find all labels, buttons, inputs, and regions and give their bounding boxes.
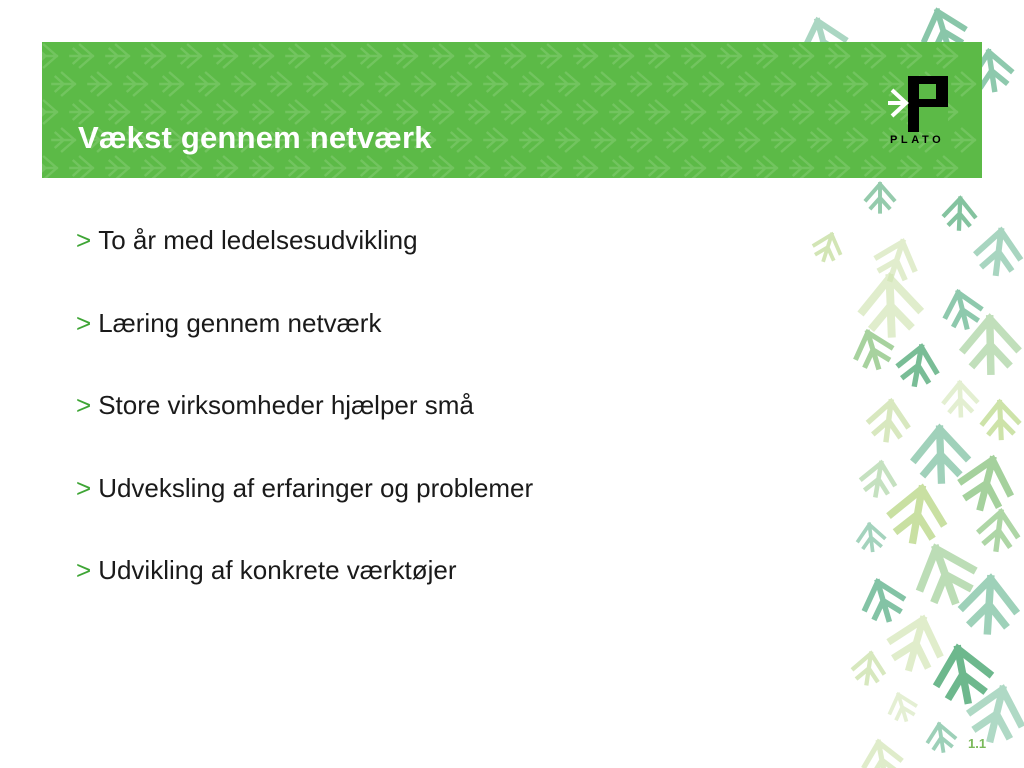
arrow-shape <box>214 45 236 67</box>
arrow-shape <box>664 73 686 95</box>
arrow-shape <box>196 73 218 95</box>
bullet-marker: > <box>76 472 92 503</box>
bullet-text: Udveksling af erfaringer og problemer <box>98 472 534 503</box>
plato-wordmark: PLATO <box>890 134 945 146</box>
arrow-shape <box>628 73 650 95</box>
arrow-shape <box>628 129 650 151</box>
page-number: 1.1 <box>968 736 987 751</box>
arrow-shape <box>860 460 898 498</box>
arrow-shape <box>610 101 632 123</box>
arrow-shape <box>964 318 1017 371</box>
arrow-shape <box>592 73 614 95</box>
arrow-shape <box>42 157 57 178</box>
arrow-shape <box>646 45 668 67</box>
arrow-shape <box>466 157 488 178</box>
arrow-shape <box>466 45 488 67</box>
plato-arrow-p-icon <box>888 76 948 132</box>
arrow-shape <box>520 73 542 95</box>
bullet-marker: > <box>76 307 92 338</box>
arrow-shape <box>268 73 290 95</box>
title-banner <box>42 42 982 178</box>
arrow-shape <box>394 157 416 178</box>
arrow-shape <box>867 400 909 442</box>
arrow-shape <box>106 157 128 178</box>
bullet-text: To år med ledelsesudvikling <box>98 225 418 255</box>
arrow-shape <box>852 651 886 685</box>
arrow-shape <box>466 101 488 123</box>
arrow-shape <box>610 45 632 67</box>
bullet-item <box>76 555 533 638</box>
arrow-shape <box>790 157 812 178</box>
arrow-shape <box>941 288 984 331</box>
arrow-shape <box>664 129 686 151</box>
arrow-shape <box>934 45 956 67</box>
arrow-shape <box>88 73 110 95</box>
arrow-shape <box>790 101 812 123</box>
bullet-text: Læring gennem netværk <box>98 307 382 338</box>
arrow-shape <box>978 510 1020 552</box>
bullet-item <box>76 473 533 556</box>
arrow-shape <box>862 101 884 123</box>
arrow-shape <box>106 45 128 67</box>
arrow-shape <box>862 157 884 178</box>
arrow-shape <box>808 73 830 95</box>
arrow-shape <box>718 101 740 123</box>
arrow-shape <box>682 101 704 123</box>
arrow-shape <box>646 157 668 178</box>
arrow-shape <box>448 73 470 95</box>
arrow-shape <box>926 722 957 753</box>
arrow-shape <box>646 101 668 123</box>
bullet-marker: > <box>76 390 92 420</box>
bullet-marker: > <box>76 225 92 255</box>
arrow-shape <box>754 101 776 123</box>
arrow-shape <box>520 129 542 151</box>
arrow-shape <box>160 73 182 95</box>
arrow-shape <box>322 45 344 67</box>
arrow-shape <box>811 231 845 265</box>
arrow-shape <box>178 157 200 178</box>
arrow-shape <box>896 344 940 388</box>
arrow-shape <box>772 73 794 95</box>
arrow-shape <box>718 45 740 67</box>
arrow-shape <box>340 73 362 95</box>
arrow-shape <box>700 73 722 95</box>
arrow-shape <box>944 198 975 229</box>
arrow-shape <box>412 73 434 95</box>
arrow-shape <box>448 129 470 151</box>
bullet-item <box>76 308 533 391</box>
bullet-text: Store virksomheder hjælper små <box>98 390 474 420</box>
arrow-shape <box>250 45 272 67</box>
arrow-shape <box>790 45 812 67</box>
arrow-shape <box>898 45 920 67</box>
arrow-shape <box>178 45 200 67</box>
bullet-text: Udvikling af konkrete værktøjer <box>98 555 457 585</box>
arrow-shape <box>866 184 894 212</box>
arrow-shape <box>718 157 740 178</box>
arrow-shape <box>844 129 866 151</box>
arrow-shape <box>52 129 74 151</box>
arrow-shape <box>214 157 236 178</box>
arrow-shape <box>856 523 885 552</box>
arrow-shape <box>538 45 560 67</box>
arrow-shape <box>975 229 1022 276</box>
header-arrow-pattern-icon <box>42 42 982 178</box>
arrow-shape <box>502 101 524 123</box>
arrow-shape <box>358 157 380 178</box>
arrow-shape <box>42 101 57 123</box>
arrow-shape <box>859 577 907 625</box>
arrow-shape <box>826 157 848 178</box>
arrow-shape <box>430 157 452 178</box>
arrow-shape <box>70 157 92 178</box>
arrow-shape <box>952 73 974 95</box>
arrow-shape <box>736 129 758 151</box>
arrow-shape <box>250 157 272 178</box>
arrow-shape <box>934 157 956 178</box>
arrow-shape <box>574 45 596 67</box>
arrow-shape <box>957 454 1016 513</box>
arrow-shape <box>124 73 146 95</box>
arrow-shape <box>826 45 848 67</box>
arrow-shape <box>736 73 758 95</box>
arrow-shape <box>538 101 560 123</box>
arrow-shape <box>430 45 452 67</box>
arrow-shape <box>42 45 57 67</box>
arrow-shape <box>682 45 704 67</box>
arrow-shape <box>886 691 919 724</box>
arrow-shape <box>952 129 974 151</box>
arrow-shape <box>232 73 254 95</box>
arrow-shape <box>484 129 506 151</box>
arrow-shape <box>944 383 977 416</box>
arrow-shape <box>754 45 776 67</box>
arrow-shape <box>394 45 416 67</box>
arrow-shape <box>808 129 830 151</box>
arrow-shape <box>322 157 344 178</box>
arrow-shape <box>142 45 164 67</box>
arrow-shape <box>538 157 560 178</box>
arrow-shape <box>700 129 722 151</box>
arrow-shape <box>844 73 866 95</box>
arrow-shape <box>484 73 506 95</box>
arrow-shape <box>502 157 524 178</box>
arrow-shape <box>754 157 776 178</box>
arrow-shape <box>885 613 946 674</box>
arrow-shape <box>358 45 380 67</box>
arrow-shape <box>376 73 398 95</box>
bullet-list <box>76 225 533 638</box>
arrow-shape <box>592 129 614 151</box>
arrow-shape <box>286 157 308 178</box>
arrow-shape <box>898 157 920 178</box>
arrow-shape <box>430 101 452 123</box>
arrow-shape <box>862 45 884 67</box>
arrow-shape <box>286 45 308 67</box>
slide-title: Vækst gennem netværk <box>78 120 432 155</box>
arrow-shape <box>826 101 848 123</box>
arrow-shape <box>610 157 632 178</box>
bullet-marker: > <box>76 555 92 585</box>
arrow-shape <box>772 129 794 151</box>
arrow-shape <box>914 428 967 481</box>
arrow-shape <box>142 157 164 178</box>
bullet-item <box>76 225 533 308</box>
arrow-shape <box>52 73 74 95</box>
arrow-shape <box>574 157 596 178</box>
arrow-shape <box>872 236 921 285</box>
arrow-shape <box>682 157 704 178</box>
arrow-shape <box>862 277 920 335</box>
bullet-item <box>76 390 533 473</box>
arrow-shape <box>556 129 578 151</box>
arrow-shape <box>982 402 1019 439</box>
arrow-shape <box>888 485 948 545</box>
arrow-shape <box>556 73 578 95</box>
plato-logo <box>888 72 952 150</box>
arrow-shape <box>304 73 326 95</box>
arrow-shape <box>70 45 92 67</box>
arrow-shape <box>861 739 903 768</box>
arrow-shape <box>574 101 596 123</box>
arrow-shape <box>502 45 524 67</box>
